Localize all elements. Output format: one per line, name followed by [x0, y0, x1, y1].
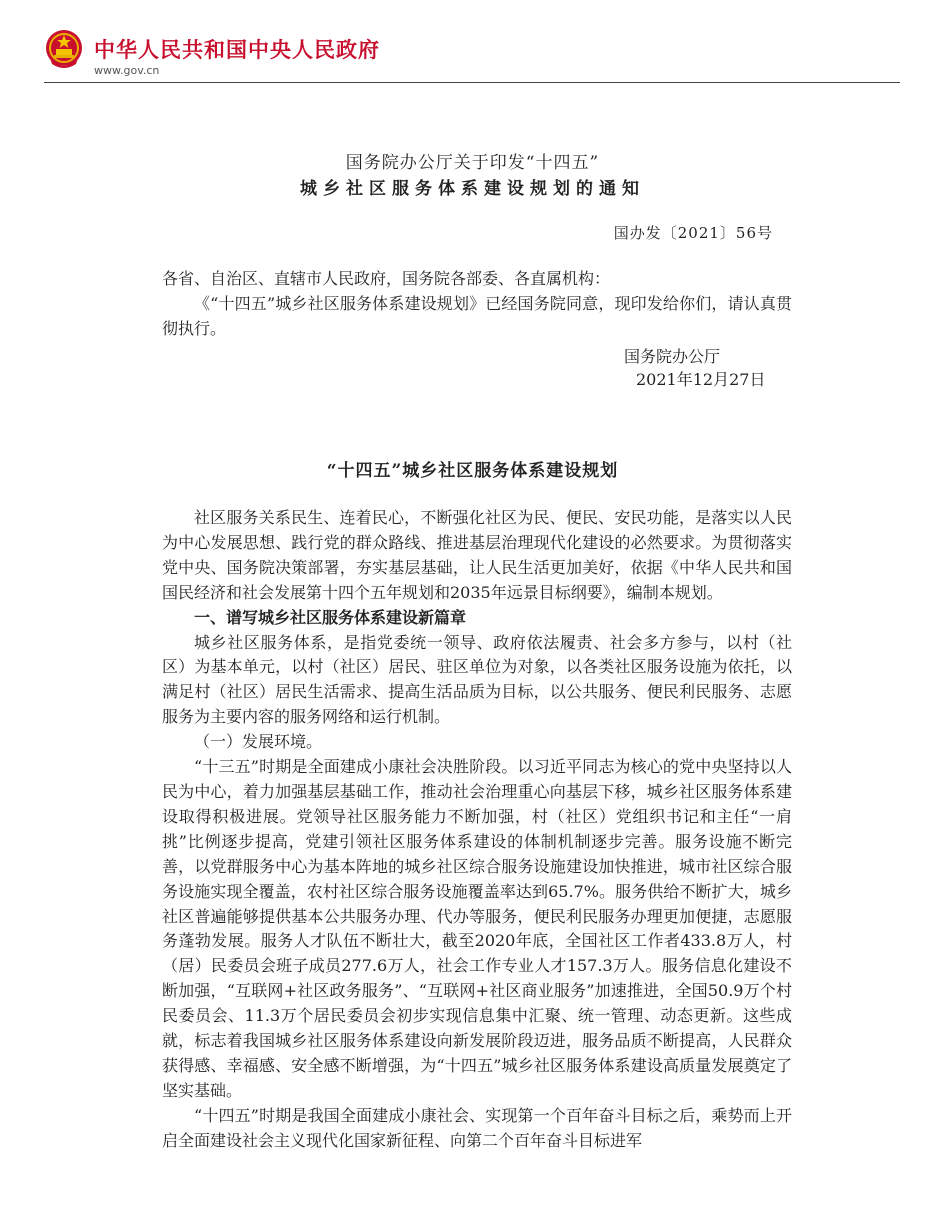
notice-title-line1: 国务院办公厅关于印发“十四五”: [345, 153, 600, 173]
site-header: [0, 0, 945, 90]
plan-body: [162, 506, 792, 1154]
national-emblem-icon[interactable]: [44, 28, 84, 72]
notice-paragraph: 《“十四五”城乡社区服务体系建设规划》已经国务院同意，现印发给你们，请认真贯彻执行。: [162, 294, 792, 338]
section-paragraph: 城乡社区服务体系，是指党委统一领导、政府依法履责、社会多方参与，以村（社区）为基本单元，以村（社区）居民、驻区单位为对象，以各类社区服务设施为依托，以满足村（社区）居民生活需求、提高生活品质为目标，以公共服务、便民利民服务、志愿服务为主要内容的服务网络和运行机制。: [162, 632, 792, 727]
notice-title-line2: 城乡社区服务体系建设规划的通知: [300, 179, 645, 199]
header-divider: [44, 82, 900, 83]
notice-body: [162, 266, 792, 341]
document-number: 国办发〔2021〕56号: [613, 224, 773, 242]
section-heading: 一、谱写城乡社区服务体系建设新篇章: [194, 607, 467, 627]
intro-paragraph: 社区服务关系民生、连着民心，不断强化社区为民、便民、安民功能，是落实以人民为中心发展思想、践行党的群众路线、推进基层治理现代化建设的必然要求。为贯彻落实党中央、国务院决策部署，夯实基层基础，让人民生活更加美好，依据《中华人民共和国国民经济和社会发展第十四个五年规划和2035年远景目标纲要》，编制本规划。: [162, 508, 792, 602]
subsection-heading: （一）发展环境。: [194, 732, 323, 752]
issue-date: 2021年12月27日: [636, 370, 766, 389]
site-name[interactable]: 中华人民共和国中央人民政府: [94, 38, 380, 62]
paragraph-13th-plan: “十三五”时期是全面建成小康社会决胜阶段。以习近平同志为核心的党中央坚持以人民为中心，着力加强基层基础工作，推动社会治理重心向基层下移，城乡社区服务体系建设取得积极进展。党领导社区服务能力不断加强，村（社区）党组织书记和主任“一肩挑”比例逐步提高，党建引领社区服务体系建设的体制机制逐步完善。服务设施不断完善，以党群服务中心为基本阵地的城乡社区综合服务设施建设加快推进，城市社区综合服务设施实现全覆盖，农村社区综合服务设施覆盖率达到65.7%。服务供给不断扩大，城乡社区普遍能够提供基本公共服务办理、代办等服务，便民利民服务办理更加便捷，志愿服务蓬勃发展。服务人才队伍不断壮大，截至2020年底，全国社区工作者433.8万人，村（居）民委员会班子成员277.6万人，社会工作专业人才157.3万人。服务信息化建设不断加强，“互联网+社区政务服务”、“互联网+社区商业服务”加速推进，全国50.9万个村民委员会、11.3万个居民委员会初步实现信息集中汇聚、统一管理、动态更新。这些成就，标志着我国城乡社区服务体系建设向新发展阶段迈进，服务品质不断提高，人民群众获得感、幸福感、安全感不断增强，为“十四五”城乡社区服务体系建设高质量发展奠定了坚实基础。: [162, 757, 792, 1100]
plan-title: “十四五”城乡社区服务体系建设规划: [326, 461, 619, 481]
addressee: 各省、自治区、直辖市人民政府，国务院各部委、各直属机构：: [162, 269, 611, 288]
paragraph-14th-plan: “十四五”时期是我国全面建成小康社会、实现第一个百年奋斗目标之后，乘势而上开启全面建设社会主义现代化国家新征程、向第二个百年奋斗目标进军: [162, 1105, 792, 1150]
issuer: 国务院办公厅: [624, 347, 721, 366]
site-url[interactable]: www.gov.cn: [94, 64, 160, 77]
